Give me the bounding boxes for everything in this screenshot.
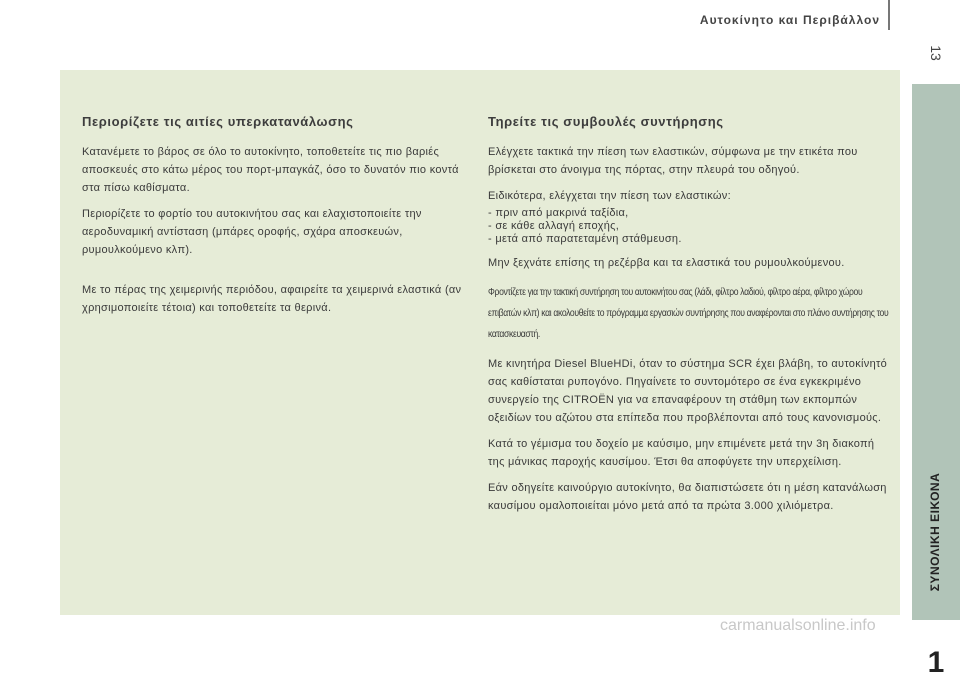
list-item: - σε κάθε αλλαγή εποχής, [488,220,888,233]
left-paragraph-3: Με το πέρας της χειμερινής περιόδου, αφαιρείτε τα χειμερινά ελαστικά (αν χρησιμοποιείτε τέτοια) και τοποθετείτε τα θερινά. [82,284,462,314]
watermark: carmanualsonline.info [720,617,876,634]
right-column [488,114,888,523]
list-item: - πριν από μακρινά ταξίδια, [488,207,888,220]
right-paragraph-3: Μην ξεχνάτε επίσης τη ρεζέρβα και τα ελαστικά του ρυμουλκούμενου. [488,257,845,269]
list-item: - μετά από παρατεταμένη στάθμευση. [488,233,888,246]
right-paragraph-5: Κατά το γέμισμα του δοχείο με καύσιμο, μην επιμένετε μετά την 3η διακοπή της μάνικας παροχής καυσίμου. Έτσι θα αποφύγετε την υπερχείλιση. [488,438,875,468]
tire-check-list [488,207,888,246]
header-divider [888,0,890,30]
right-paragraph-4: Με κινητήρα Diesel BlueHDi, όταν το σύστημα SCR έχει βλάβη, το αυτοκίνητό σας καθίσταται ρυπογόνο. Πηγαίνετε το συντομότερο σε ένα εγκεκριμένο συνεργείο της CITROËN για να επαναφέρουν τη στάθμη των εκπομπών οξειδίων του αζώτου στα επίπεδα που προβλέπονται από τους κανονισμούς. [488,358,888,424]
right-heading: Τηρείτε τις συμβουλές συντήρησης [488,114,724,129]
chapter-side-tab[interactable] [912,84,960,679]
left-column [82,114,472,325]
page-header-title: Αυτοκίνητο και Περιβάλλον [699,13,880,27]
left-paragraph-1: Κατανέμετε το βάρος σε όλο το αυτοκίνητο, τοποθετείτε τις πιο βαριές αποσκευές στο κάτω μέρος του πορτ-μπαγκάζ, όσο το δυνατόν πιο κοντά στα πίσω καθίσματα. [82,146,459,194]
chapter-number: 1 [927,646,945,679]
page-number: 13 [928,45,944,61]
maintenance-note: Φροντίζετε για την τακτική συντήρηση του αυτοκινήτου σας (λάδι, φίλτρο λαδιού, φίλτρο αέρα, φίλτρο χώρου επιβατών κλπ) και ακολουθείτε το πρόγραμμα εργασιών συντήρησης που αναφέρονται στο πλάνο συντήρησης του κατασκευαστή. [488,287,889,340]
left-heading: Περιορίζετε τις αιτίες υπερκατανάλωσης [82,114,354,129]
right-paragraph-6: Εάν οδηγείτε καινούργιο αυτοκίνητο, θα διαπιστώσετε ότι η μέση κατανάλωση καυσίμου ομαλοποιείται μόνο μετά από τα πρώτα 3.000 χιλιόμετρα. [488,482,887,512]
chapter-tab-label: ΣΥΝΟΛΙΚΗ ΕΙΚΟΝΑ [928,472,942,592]
left-paragraph-2: Περιορίζετε το φορτίο του αυτοκινήτου σας και ελαχιστοποιείτε την αεροδυναμική αντίσταση (μπάρες οροφής, σχάρα αποσκευών, ρυμουλκούμενο κλπ). [82,208,422,256]
right-paragraph-1: Ελέγχετε τακτικά την πίεση των ελαστικών, σύμφωνα με την ετικέτα που βρίσκεται στο άνοιγμα της πόρτας, στην πλευρά του οδηγού. [488,146,858,176]
right-paragraph-2: Ειδικότερα, ελέγχεται την πίεση των ελαστικών: [488,190,731,202]
content-panel [60,70,900,615]
